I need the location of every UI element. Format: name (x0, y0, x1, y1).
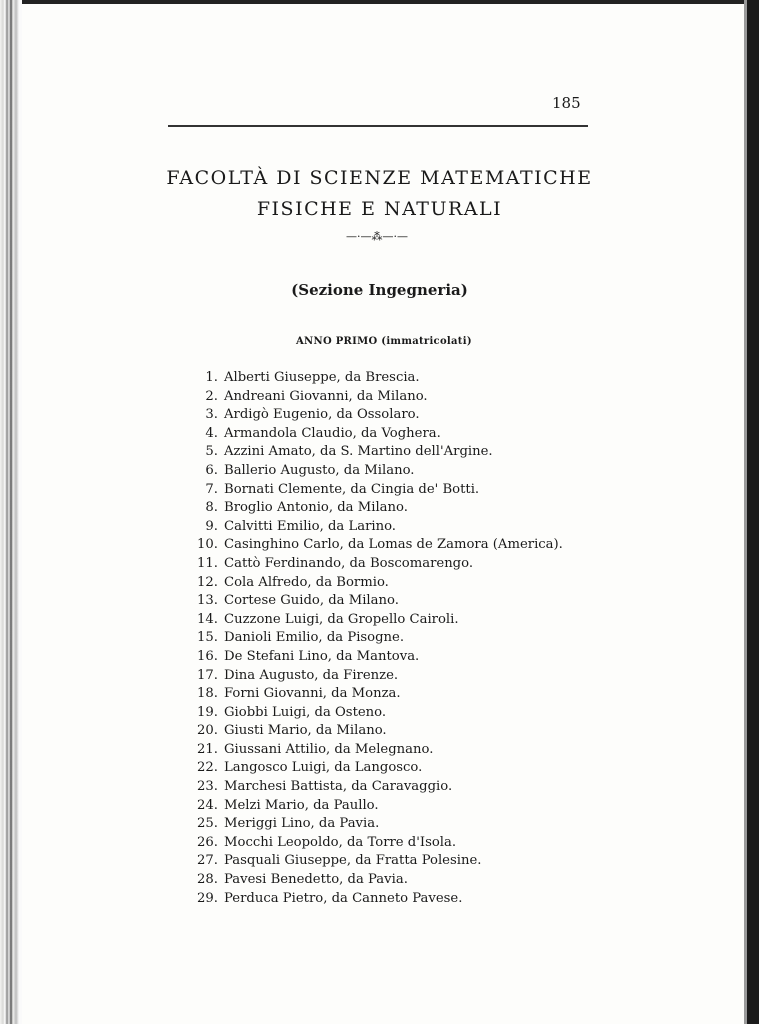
entry-number: 7. (205, 481, 218, 497)
faculty-title-line2: FISICHE E NATURALI (256, 198, 503, 220)
student-entry (170, 629, 563, 648)
entry-number: 13. (197, 593, 218, 609)
student-entry (170, 462, 563, 481)
entry-number: 19. (197, 704, 218, 720)
student-entry (170, 592, 563, 611)
student-entry (170, 722, 563, 741)
student-entry (170, 648, 563, 667)
entry-number: 6. (205, 462, 218, 478)
student-list (170, 369, 563, 908)
entry-text: Calvitti Emilio, da Larino. (224, 518, 396, 534)
student-entry (170, 797, 563, 816)
entry-text: Melzi Mario, da Paullo. (224, 797, 379, 813)
ornament-divider: —·—⁂—·— (346, 230, 408, 243)
student-entry (170, 890, 563, 909)
entry-text: Perduca Pietro, da Canneto Pavese. (224, 890, 463, 906)
entry-number: 11. (197, 555, 218, 571)
student-entry (170, 759, 563, 778)
student-entry (170, 425, 563, 444)
entry-text: Armandola Claudio, da Voghera. (224, 425, 441, 441)
entry-text: Casinghino Carlo, da Lomas de Zamora (America). (224, 537, 563, 553)
faculty-title-line1: FACOLTÀ DI SCIENZE MATEMATICHE (166, 167, 593, 189)
student-entry (170, 555, 563, 574)
year-heading: ANNO PRIMO (immatricolati) (296, 336, 472, 347)
entry-number: 8. (205, 500, 218, 516)
student-entry (170, 518, 563, 537)
entry-text: Azzini Amato, da S. Martino dell'Argine. (224, 444, 493, 460)
entry-text: Cola Alfredo, da Bormio. (224, 574, 389, 590)
entry-text: Broglio Antonio, da Milano. (224, 500, 408, 516)
entry-text: Cattò Ferdinando, da Boscomarengo. (224, 555, 474, 571)
page-number: 185 (552, 94, 581, 112)
student-entry (170, 481, 563, 500)
entry-text: Giusti Mario, da Milano. (224, 723, 387, 739)
scan-top-edge (0, 0, 759, 4)
entry-number: 25. (197, 816, 218, 832)
student-entry (170, 574, 563, 593)
entry-text: Pavesi Benedetto, da Pavia. (224, 872, 408, 888)
entry-number: 27. (197, 853, 218, 869)
entry-number: 1. (205, 370, 218, 385)
student-entry (170, 667, 563, 686)
student-entry (170, 369, 563, 388)
student-entry (170, 388, 563, 407)
entry-number: 22. (197, 760, 218, 776)
entry-number: 12. (197, 574, 218, 590)
entry-number: 2. (205, 388, 218, 404)
entry-text: Ballerio Augusto, da Milano. (224, 462, 415, 478)
entry-number: 10. (197, 537, 218, 553)
book-binding-edge (0, 0, 22, 1024)
student-entry (170, 685, 563, 704)
entry-text: Cortese Guido, da Milano. (224, 593, 399, 609)
entry-number: 18. (197, 686, 218, 702)
student-entry (170, 499, 563, 518)
entry-text: Marchesi Battista, da Caravaggio. (224, 779, 453, 795)
student-entry (170, 815, 563, 834)
student-entry (170, 852, 563, 871)
entry-text: Alberti Giuseppe, da Brescia. (224, 370, 420, 385)
entry-text: Langosco Luigi, da Langosco. (224, 760, 423, 776)
student-entry (170, 406, 563, 425)
entry-number: 23. (197, 779, 218, 795)
scan-right-edge (747, 0, 759, 1024)
entry-number: 15. (197, 630, 218, 646)
entry-number: 17. (197, 667, 218, 683)
entry-text: Dina Augusto, da Firenze. (224, 667, 399, 683)
entry-text: Forni Giovanni, da Monza. (224, 686, 401, 702)
entry-number: 28. (197, 872, 218, 888)
entry-text: Cuzzone Luigi, da Gropello Cairoli. (224, 611, 459, 627)
student-entry (170, 536, 563, 555)
student-entry (170, 443, 563, 462)
entry-number: 24. (197, 797, 218, 813)
entry-text: Ardigò Eugenio, da Ossolaro. (224, 407, 420, 423)
entry-text: Bornati Clemente, da Cingia de' Botti. (224, 481, 480, 497)
header-rule (168, 125, 588, 127)
section-heading: (Sezione Ingegneria) (291, 281, 468, 299)
entry-number: 3. (205, 407, 218, 423)
entry-text: Meriggi Lino, da Pavia. (224, 816, 380, 832)
entry-text: Pasquali Giuseppe, da Fratta Polesine. (224, 853, 482, 869)
entry-number: 14. (197, 611, 218, 627)
student-entry (170, 611, 563, 630)
entry-number: 9. (205, 518, 218, 534)
entry-text: De Stefani Lino, da Mantova. (224, 648, 420, 664)
entry-text: Giobbi Luigi, da Osteno. (224, 704, 387, 720)
entry-number: 21. (197, 741, 218, 757)
entry-text: Andreani Giovanni, da Milano. (224, 388, 428, 404)
student-entry (170, 834, 563, 853)
student-entry (170, 704, 563, 723)
student-entry (170, 741, 563, 760)
entry-number: 20. (197, 723, 218, 739)
entry-number: 29. (197, 890, 218, 906)
student-entry (170, 778, 563, 797)
entry-text: Giussani Attilio, da Melegnano. (224, 741, 434, 757)
entry-text: Mocchi Leopoldo, da Torre d'Isola. (224, 834, 457, 850)
student-entry (170, 871, 563, 890)
entry-number: 16. (197, 648, 218, 664)
entry-number: 5. (205, 444, 218, 460)
entry-number: 26. (197, 834, 218, 850)
entry-number: 4. (205, 425, 218, 441)
entry-text: Danioli Emilio, da Pisogne. (224, 630, 405, 646)
